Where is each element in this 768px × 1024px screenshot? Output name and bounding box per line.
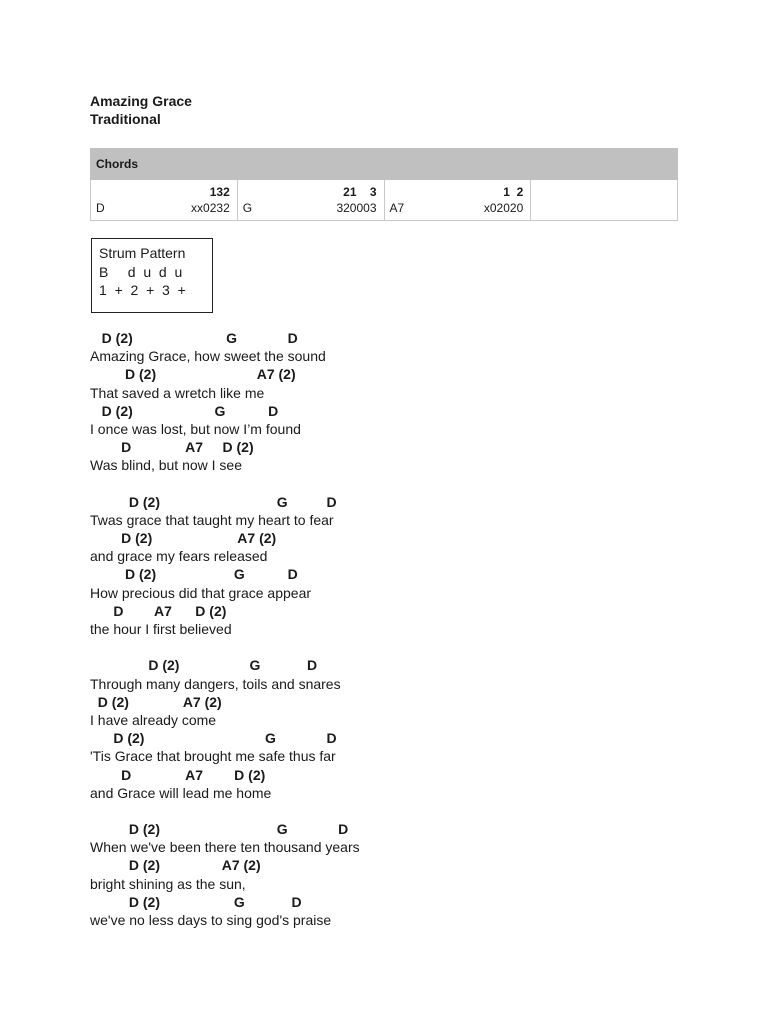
- lyric-line: and Grace will lead me home: [90, 784, 272, 801]
- lyric-line: bright shining as the sun,: [90, 875, 246, 892]
- chord-name: G: [242, 201, 253, 215]
- chord-line: D (2) G D: [90, 893, 302, 910]
- verse-spacer: [90, 638, 360, 656]
- chord-name: D: [96, 201, 105, 215]
- strum-counts: 1 + 2 + 3 +: [99, 282, 186, 298]
- chord-line: D (2) G D: [90, 330, 298, 346]
- chord-line: D (2) G D: [90, 821, 349, 838]
- chord-fingering: 1 2: [503, 185, 524, 199]
- chord-shape: x02020: [483, 201, 524, 215]
- chord-line: D (2) A7 (2): [90, 857, 261, 874]
- chord-line: D (2) A7 (2): [90, 530, 277, 547]
- lyric-line: and grace my fears released: [90, 548, 268, 565]
- verse-spacer: [90, 802, 360, 820]
- chord-line: D A7 D (2): [90, 766, 266, 783]
- lyric-line: Amazing Grace, how sweet the sound: [90, 348, 326, 365]
- lyric-line: When we've been there ten thousand years: [90, 839, 360, 856]
- chord-shape: xx0232: [191, 201, 230, 215]
- chord-line: D A7 D (2): [90, 439, 254, 456]
- strum-pattern-box: [91, 238, 213, 313]
- chord-line: D A7 D (2): [90, 602, 227, 619]
- song-author: Traditional: [90, 111, 161, 127]
- song-body: [90, 329, 360, 929]
- chord-cell-d: [91, 180, 238, 221]
- chord-shape: 320003: [336, 201, 377, 215]
- strum-title: Strum Pattern: [99, 245, 186, 261]
- lyric-line: That saved a wretch like me: [90, 384, 265, 401]
- chord-line: D (2) A7 (2): [90, 366, 296, 383]
- chord-line: D (2) A7 (2): [90, 693, 222, 710]
- song-title-block: [90, 92, 192, 128]
- lyric-line: How precious did that grace appear: [90, 584, 312, 601]
- lyric-line: we've no less days to sing god's praise: [90, 912, 332, 928]
- lyric-line: 'Tis Grace that brought me safe thus far: [90, 748, 336, 765]
- strum-pattern: B d u d u: [99, 263, 183, 280]
- lyric-line: Through many dangers, toils and snares: [90, 675, 341, 692]
- chords-heading: Chords: [91, 149, 678, 180]
- lyric-line: the hour I first believed: [90, 621, 232, 637]
- chord-cell-empty: [531, 180, 678, 221]
- lyric-line: Twas grace that taught my heart to fear: [90, 511, 334, 528]
- chord-line: D (2) G D: [90, 493, 337, 510]
- chord-fingering: 21 3: [343, 185, 377, 199]
- chord-fingering: 132: [209, 185, 230, 199]
- chord-line: D (2) G D: [90, 657, 318, 674]
- lyric-line: I have already come: [90, 711, 217, 728]
- chord-line: D (2) G D: [90, 402, 279, 419]
- chord-line: D (2) G D: [90, 730, 337, 747]
- chord-name: A7: [389, 201, 405, 215]
- lyric-line: Was blind, but now I see: [90, 457, 243, 474]
- lyric-line: I once was lost, but now I’m found: [90, 420, 301, 437]
- chord-cell-a7: [384, 180, 531, 221]
- chord-line: D (2) G D: [90, 566, 298, 583]
- song-title: Amazing Grace: [90, 93, 192, 109]
- chords-table: [90, 148, 678, 221]
- verse-spacer: [90, 475, 360, 493]
- chord-cell-g: [237, 180, 384, 221]
